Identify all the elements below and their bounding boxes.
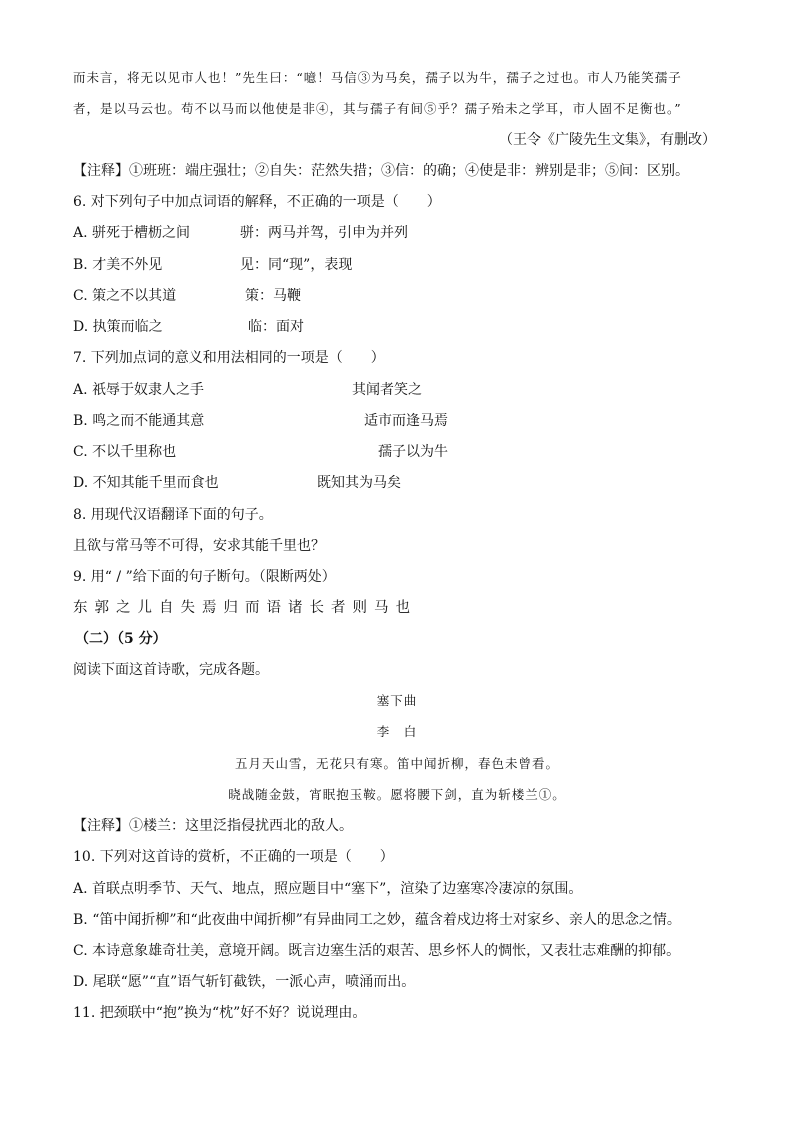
poem-notes: 【注释】①楼兰：这里泛指侵扰西北的敌人。 (73, 818, 353, 834)
question-6-stem: 6. 对下列句子中加点词语的解释，不正确的一项是（ ） (73, 194, 441, 210)
q6-option-d: D. 执策而临之 (73, 319, 163, 335)
poem-title: 塞下曲 (376, 693, 418, 708)
q6-option-b-explain: 见：同“现”，表现 (240, 257, 353, 273)
question-11-stem: 11. 把颈联中“抱”换为“枕”好不好？说说理由。 (73, 1005, 367, 1021)
q10-option-b: B. “笛中闻折柳”和“此夜曲中闻折柳”有异曲同工之妙，蕴含着戍边将士对家乡、亲人的思念之情。 (73, 912, 681, 928)
passage-source: （王令《广陵先生文集》，有删改） (499, 132, 716, 148)
q6-option-a-explain: 骈：两马并驾，引申为并列 (240, 225, 408, 241)
passage-line-1: 而未言，将无以见市人也！”先生曰：“噫！马信③为马矣，孺子以为牛，孺子之过也。市人乃能笑孺子 (73, 70, 682, 85)
passage-line-2: 者，是以马云也。苟不以马而以他使是非④，其与孺子有间⑤乎？孺子殆未之学耳，市人固不足衡也。” (73, 101, 682, 116)
q7-option-b: B. 鸣之而不能通其意 (73, 413, 205, 429)
poem-author: 李 白 (376, 724, 418, 739)
q7-option-d: D. 不知其能千里而食也 (73, 475, 219, 491)
q7-option-d-compare: 既知其为马矣 (317, 475, 401, 491)
q6-option-d-explain: 临：面对 (248, 319, 304, 335)
q6-option-b: B. 才美不外见 (73, 257, 163, 273)
q8-sentence: 且欲与常马等不可得，安求其能千里也？ (73, 538, 325, 554)
question-8-stem: 8. 用现代汉语翻译下面的句子。 (73, 507, 273, 523)
q7-option-b-compare: 适市而逢马焉 (364, 413, 448, 429)
q7-option-c: C. 不以千里称也 (73, 444, 177, 460)
q7-option-c-compare: 孺子以为牛 (378, 444, 448, 460)
question-7-stem: 7. 下列加点词的意义和用法相同的一项是（ ） (73, 350, 385, 366)
question-10-stem: 10. 下列对这首诗的赏析，不正确的一项是（ ） (73, 849, 394, 865)
q10-option-d: D. 尾联“愿”“直”语气斩钉截铁，一派心声，喷涌而出。 (73, 974, 416, 990)
poem-line-2: 晓战随金鼓，宵眠抱玉鞍。愿将腰下剑，直为斩楼兰①。 (228, 787, 566, 802)
q9-sentence: 东郭之儿自失焉归而语诸长者则马也 (73, 600, 417, 616)
q7-option-a: A. 祇辱于奴隶人之手 (73, 382, 205, 398)
q6-option-c-explain: 策：马鞭 (245, 288, 301, 304)
question-9-stem: 9. 用“ / ”给下面的句子断句。（限断两处） (73, 569, 336, 585)
q10-option-a: A. 首联点明季节、天气、地点，照应题目中“塞下”，渲染了边塞寒冷凄凉的氛围。 (73, 881, 583, 897)
poem-line-1: 五月天山雪，无花只有寒。笛中闻折柳，春色未曾看。 (234, 756, 559, 771)
q10-option-c: C. 本诗意象雄奇壮美，意境开阔。既言边塞生活的艰苦、思乡怀人的惆怅，又表壮志难酬的抑郁。 (73, 943, 681, 959)
q6-option-c: C. 策之不以其道 (73, 288, 177, 304)
section-2-intro: 阅读下面这首诗歌，完成各题。 (73, 662, 269, 678)
q7-option-a-compare: 其闻者笑之 (352, 382, 422, 398)
passage-notes: 【注释】①班班：端庄强壮；②自失：茫然失措；③信：的确；④使是非：辨别是非；⑤间：区别。 (73, 163, 689, 179)
section-2-heading: （二）（5 分） (75, 631, 167, 647)
q6-option-a: A. 骈死于槽枥之间 (73, 225, 191, 241)
